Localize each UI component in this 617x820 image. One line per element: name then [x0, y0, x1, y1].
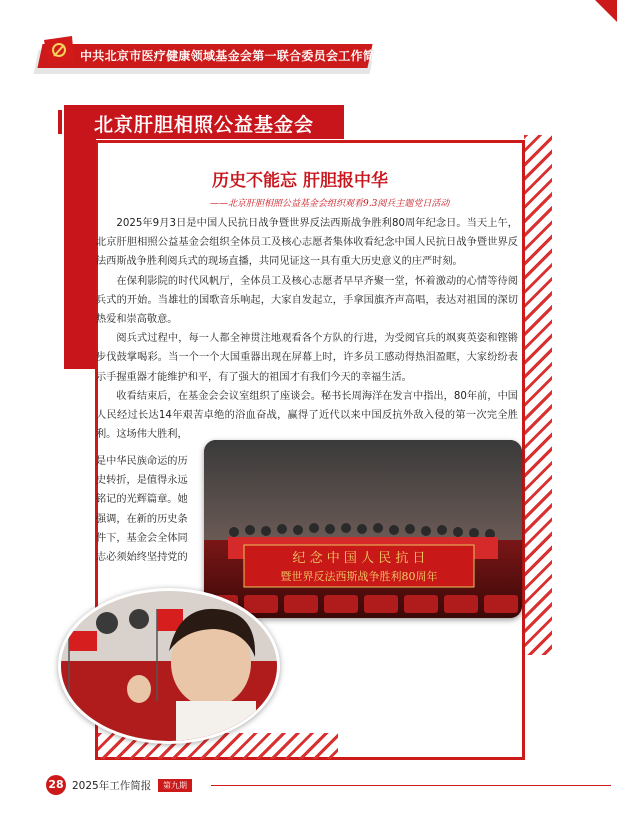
decorative-hatch-right	[524, 135, 552, 655]
page-number: 28	[46, 775, 66, 795]
footer-title: 2025年工作简报	[72, 780, 152, 792]
audience-photo-illustration	[61, 591, 277, 741]
group-photo-illustration	[204, 440, 522, 618]
text-line: 志必须始终坚持党的	[96, 552, 188, 564]
text-line: 史转折，是值得永远	[96, 475, 188, 487]
paragraph: 阅兵式过程中，每一人都全神贯注地观看各个方队的行进，为受阅官兵的飒爽英姿和铿锵步伐鼓掌喝彩。当一个一个大国重器出现在屏幕上时，许多员工感动得热泪盈眶，大家纷纷表示手握重器才能维护和平，有了强大的祖国才有我们今天的幸福生活。	[96, 333, 518, 383]
frame-top-line	[95, 140, 525, 143]
issue-badge: 第九期	[158, 779, 192, 792]
header-title: 中共北京市医疗健康领域基金会第一联合委员会工作简报	[80, 49, 388, 63]
paragraph: 2025年9月3日是中国人民抗日战争暨世界反法西斯战争胜利80周年纪念日。当天上午，北京肝胆相照公益基金会组织全体员工及核心志愿者集体收看纪念中国人民抗日战争暨世界反法西斯战争胜利阅兵式的现场直播，共同见证这一具有重大历史意义的庄严时刻。	[96, 218, 518, 268]
audience-photo	[58, 588, 280, 744]
article-subheading: ——北京肝胆相照公益基金会组织观看9.3阅兵主题党日活动	[210, 199, 450, 209]
banner-text-line1: 纪 念 中 国 人 民 抗 日	[292, 551, 426, 566]
section-title: 北京肝胆相照公益基金会	[93, 114, 314, 136]
text-line: 是中华民族命运的历	[96, 456, 188, 467]
group-photo	[204, 440, 522, 618]
footer-rule	[211, 785, 611, 786]
corner-decoration	[595, 0, 617, 22]
section-title-banner	[64, 105, 344, 139]
article-body-continued	[96, 452, 192, 567]
article-body	[96, 214, 518, 444]
paragraph: 在保利影院的时代风帆厅，全体员工及核心志愿者早早齐聚一堂，怀着激动的心情等待阅兵式的开始。当雄壮的国歌音乐响起，大家自发起立，手拿国旗齐声高唱，表达对祖国的深切热爱和崇高敬意。	[96, 275, 518, 326]
section-side-block	[64, 139, 96, 369]
text-line: 铭记的光辉篇章。她	[96, 494, 188, 506]
page-header	[0, 0, 617, 80]
text-line: 件下，基金会全体同	[96, 532, 188, 544]
article-headline: 历史不能忘 肝胆报中华	[212, 171, 388, 191]
page-footer	[46, 775, 446, 795]
text-line: 强调，在新的历史条	[96, 513, 188, 525]
banner-text-line2: 暨世界反法西斯战争胜利80周年	[280, 570, 438, 583]
party-emblem-icon	[42, 34, 76, 68]
frame-right-line	[522, 140, 525, 760]
paragraph: 收看结束后，在基金会会议室组织了座谈会。秘书长周海洋在发言中指出，80年前，中国人民经过长达14年艰苦卓绝的浴血奋战，赢得了近代以来中国反抗外敌入侵的第一次完全胜利。这场伟大胜利，	[96, 390, 518, 441]
